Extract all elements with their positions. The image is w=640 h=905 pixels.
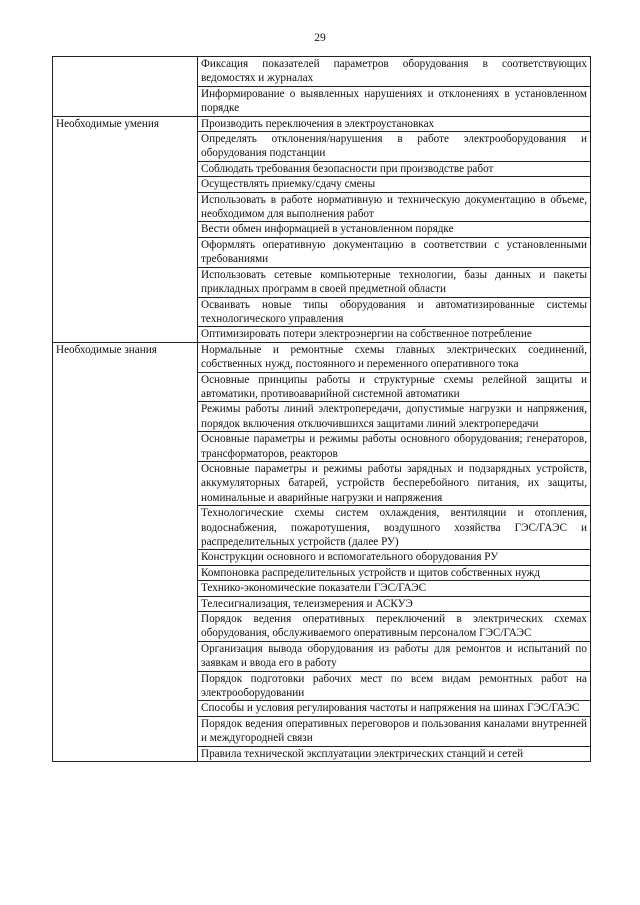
requirement-item: Производить переключения в электроустановках [198,116,591,131]
requirement-item: Определять отклонения/нарушения в работе электрооборудования и оборудования подстанции [198,132,591,162]
requirement-item: Фиксация показателей параметров оборудования в соответствующих ведомостях и журналах [198,57,591,87]
section-category-cell [53,116,198,342]
requirement-item: Технологические схемы систем охлаждения, вентиляции и отопления, водоснабжения, пожаротушения, воздушного хозяйства ГЭС/ГАЭС и распределительных устройств (далее РУ) [198,506,591,550]
requirement-item: Конструкции основного и вспомогательного оборудования РУ [198,550,591,565]
requirement-item: Основные принципы работы и структурные схемы релейной защиты и автоматики, противоаварийной системной автоматики [198,372,591,402]
requirement-item: Компоновка распределительных устройств и щитов собственных нужд [198,565,591,580]
requirement-item: Основные параметры и режимы работы основного оборудования; генераторов, трансформаторов, реакторов [198,432,591,462]
requirement-item: Оптимизировать потери электроэнергии на собственное потребление [198,327,591,342]
table-row [53,116,591,131]
requirement-item: Информирование о выявленных нарушениях и отклонениях в установленном порядке [198,86,591,116]
requirement-item: Оформлять оперативную документацию в соответствии с установленными требованиями [198,237,591,267]
requirement-item: Порядок ведения оперативных переключений в электрических схемах оборудования, обслуживаемого оперативным персоналом ГЭС/ГАЭС [198,612,591,642]
requirement-item: Нормальные и ремонтные схемы главных электрических соединений, собственных нужд, постоянного и переменного оперативного тока [198,342,591,372]
requirement-item: Организация вывода оборудования из работы для ремонтов и испытаний по заявкам и ввода его в работу [198,641,591,671]
page-number: 29 [314,32,326,44]
requirements-table [52,56,591,762]
requirement-item: Порядок ведения оперативных переговоров и пользования каналами внутренней и междугородней связи [198,716,591,746]
section-title: Необходимые умения [56,117,159,130]
requirements-table-body [53,57,591,762]
requirement-item: Технико-экономические показатели ГЭС/ГАЭС [198,581,591,596]
requirement-item: Осваивать новые типы оборудования и автоматизированные системы технологического управления [198,297,591,327]
requirement-item: Осуществлять приемку/сдачу смены [198,177,591,192]
table-row [53,57,591,87]
section-category-cell [53,57,198,117]
requirement-item: Использовать в работе нормативную и техническую документацию в объеме, необходимом для выполнения работ [198,192,591,222]
requirement-item: Использовать сетевые компьютерные технологии, базы данных и пакеты прикладных программ в своей предметной области [198,267,591,297]
section-category-cell [53,342,198,761]
requirement-item: Порядок подготовки рабочих мест по всем видам ремонтных работ на электрооборудовании [198,671,591,701]
section-title: Необходимые знания [56,343,157,356]
requirement-item: Режимы работы линий электропередачи, допустимые нагрузки и напряжения, порядок включения отключившихся защитами линий электропередачи [198,402,591,432]
requirement-item: Вести обмен информацией в установленном порядке [198,222,591,237]
table-row [53,342,591,372]
requirement-item: Телесигнализация, телеизмерения и АСКУЭ [198,596,591,611]
requirement-item: Способы и условия регулирования частоты и напряжения на шинах ГЭС/ГАЭС [198,701,591,716]
requirement-item: Соблюдать требования безопасности при производстве работ [198,161,591,176]
requirement-item: Правила технической эксплуатации электрических станций и сетей [198,746,591,761]
requirement-item: Основные параметры и режимы работы зарядных и подзарядных устройств, аккумуляторных батарей, устройств бесперебойного питания, их защиты, номинальные и аварийные нагрузки и напряжения [198,461,591,505]
